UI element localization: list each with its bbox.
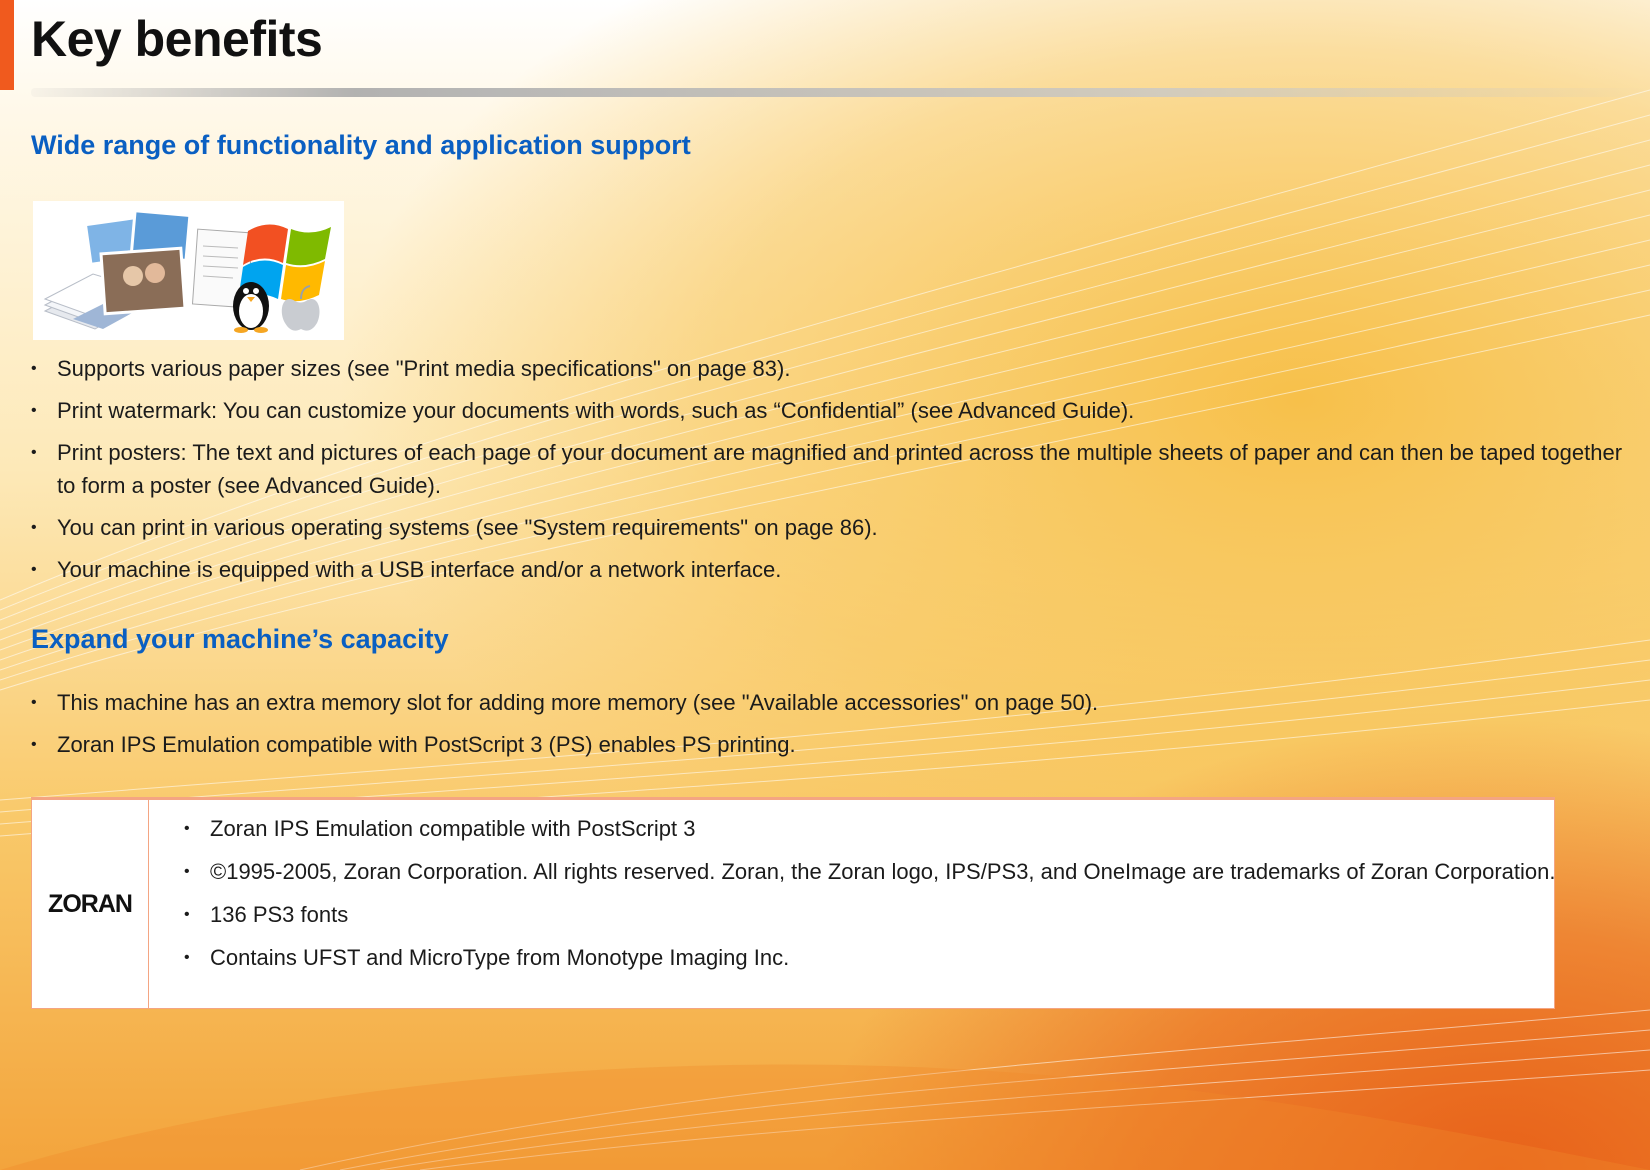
section-heading-functionality: Wide range of functionality and application support bbox=[31, 130, 691, 160]
zoran-logo: ZORAN bbox=[48, 889, 132, 918]
list-item: • Print watermark: You can customize your documents with words, such as “Confidential” (see Advanced Guide). bbox=[31, 394, 1626, 427]
list-item: • Zoran IPS Emulation compatible with PostScript 3 bbox=[184, 812, 1564, 845]
list-item: • You can print in various operating systems (see "System requirements" on page 86). bbox=[31, 511, 1626, 544]
title-divider bbox=[31, 88, 1650, 97]
zoran-info-box bbox=[31, 797, 1555, 1009]
list-item: • Your machine is equipped with a USB interface and/or a network interface. bbox=[31, 553, 1626, 586]
capacity-bullet-list bbox=[31, 686, 1626, 761]
list-item: • 136 PS3 fonts bbox=[184, 898, 1564, 931]
list-item: • Contains UFST and MicroType from Monotype Imaging Inc. bbox=[184, 941, 1564, 974]
list-item: • Zoran IPS Emulation compatible with PostScript 3 (PS) enables PS printing. bbox=[31, 728, 1626, 761]
page-title: Key benefits bbox=[31, 11, 323, 67]
functionality-bullet-list bbox=[31, 352, 1626, 586]
printing-os-illustration bbox=[33, 201, 344, 340]
title-accent-bar bbox=[0, 0, 14, 90]
list-item: • Supports various paper sizes (see "Print media specifications" on page 83). bbox=[31, 352, 1626, 385]
linux-penguin-icon bbox=[233, 282, 269, 333]
list-item: • This machine has an extra memory slot for adding more memory (see "Available accessories" on page 50). bbox=[31, 686, 1626, 719]
zoran-bullet-list bbox=[184, 812, 1564, 974]
zoran-logo-cell bbox=[32, 800, 149, 1008]
section-heading-capacity: Expand your machine’s capacity bbox=[31, 624, 449, 654]
list-item: • Print posters: The text and pictures of each page of your document are magnified and printed across the multiple sheets of paper and can then be taped together to form a poster (see Advanced Guide). bbox=[31, 436, 1626, 502]
list-item: • ©1995-2005, Zoran Corporation. All rights reserved. Zoran, the Zoran logo, IPS/PS3, and OneImage are trademarks of Zoran Corporation. bbox=[184, 855, 1564, 888]
